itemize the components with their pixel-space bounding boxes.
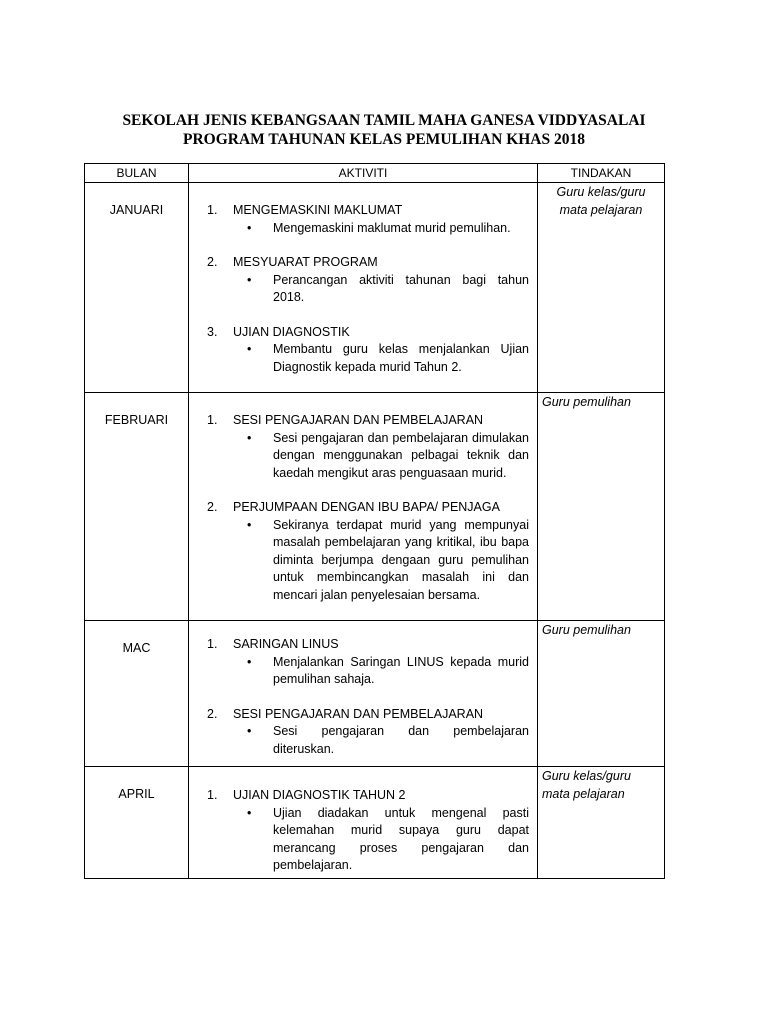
month-cell: FEBRUARI: [85, 393, 189, 621]
header-bulan: BULAN: [85, 164, 189, 183]
bullet-icon: •: [247, 220, 252, 235]
activity-item: [203, 636, 529, 689]
activity-item: [203, 202, 529, 237]
activity-title: UJIAN DIAGNOSTIK: [233, 324, 350, 339]
table-row: [85, 393, 665, 621]
month-cell: MAC: [85, 621, 189, 767]
activity-number: 1.: [207, 413, 218, 427]
activity-detail: Sekiranya terdapat murid yang mempunyai masalah pembelajaran yang kritikal, ibu bapa diminta berjumpa dengaan guru pemulihan untuk membincangkan masalah ini dan mencari jalan penyelesaian bersama.: [273, 517, 529, 602]
activity-number: 1.: [207, 788, 218, 802]
table-row: [85, 767, 665, 879]
activity-number: 2.: [207, 706, 218, 721]
activity-item: [203, 254, 529, 307]
activity-detail: Menjalankan Saringan LINUS kepada murid pemulihan sahaja.: [273, 654, 529, 686]
activity-item: [203, 499, 529, 604]
activity-detail: Membantu guru kelas menjalankan Ujian Diagnostik kepada murid Tahun 2.: [273, 342, 529, 374]
bullet-icon: •: [247, 724, 252, 738]
bullet-icon: •: [247, 272, 252, 287]
activity-number: 3.: [207, 324, 218, 339]
activity-item: [203, 706, 529, 759]
activity-title: SESI PENGAJARAN DAN PEMBELAJARAN: [233, 413, 484, 427]
activity-title: UJIAN DIAGNOSTIK TAHUN 2: [233, 788, 406, 802]
header-tindakan: TINDAKAN: [538, 164, 665, 183]
activity-item: [203, 324, 529, 377]
month-cell: JANUARI: [85, 183, 189, 393]
activity-detail: Mengemaskini maklumat murid pemulihan.: [273, 220, 511, 235]
bullet-icon: •: [247, 430, 252, 445]
activity-detail: Sesi pengajaran dan pembelajaran diteruskan.: [273, 724, 529, 756]
activity-number: 2.: [207, 500, 218, 514]
table-row: [85, 183, 665, 393]
activity-item: [203, 412, 529, 482]
activity-detail: Sesi pengajaran dan pembelajaran dimulakan dengan menggunakan pelbagai teknik dan kaedah mengikut aras penguasaan murid.: [273, 430, 529, 480]
action-cell: Guru pemulihan: [538, 393, 665, 621]
activity-title: MESYUARAT PROGRAM: [233, 255, 378, 269]
activity-title: SARINGAN LINUS: [233, 637, 339, 651]
table-header-row: [85, 164, 665, 183]
table-row: [85, 621, 665, 767]
document-title: SEKOLAH JENIS KEBANGSAAN TAMIL MAHA GANESA VIDDYASALAI: [122, 112, 646, 129]
bullet-icon: •: [247, 517, 252, 532]
header-aktiviti: AKTIVITI: [189, 164, 538, 183]
bullet-icon: •: [247, 342, 252, 356]
action-cell: Guru pemulihan: [538, 621, 665, 767]
activity-number: 1.: [207, 203, 218, 217]
program-table: [84, 163, 665, 879]
document-subtitle: PROGRAM TAHUNAN KELAS PEMULIHAN KHAS 2018: [182, 131, 586, 148]
activities-cell: [189, 621, 538, 767]
activity-number: 1.: [207, 637, 218, 651]
activity-detail: Ujian diadakan untuk mengenal pasti kelemahan murid supaya guru dapat merancang proses pengajaran dan pembelajaran.: [273, 805, 529, 872]
action-cell: Guru kelas/guru mata pelajaran: [538, 767, 665, 879]
activities-cell: [189, 393, 538, 621]
month-cell: APRIL: [85, 767, 189, 879]
activities-cell: [189, 183, 538, 393]
activity-number: 2.: [207, 255, 218, 269]
activity-item: [203, 787, 529, 875]
activities-cell: [189, 767, 538, 879]
bullet-icon: •: [247, 805, 252, 820]
activity-title: MENGEMASKINI MAKLUMAT: [233, 203, 403, 217]
activity-title: PERJUMPAAN DENGAN IBU BAPA/ PENJAGA: [233, 500, 500, 514]
activity-detail: Perancangan aktiviti tahunan bagi tahun 2018.: [273, 272, 529, 304]
bullet-icon: •: [247, 654, 252, 669]
activity-title: SESI PENGAJARAN DAN PEMBELAJARAN: [233, 706, 484, 721]
action-cell: Guru kelas/guru mata pelajaran: [538, 183, 665, 393]
